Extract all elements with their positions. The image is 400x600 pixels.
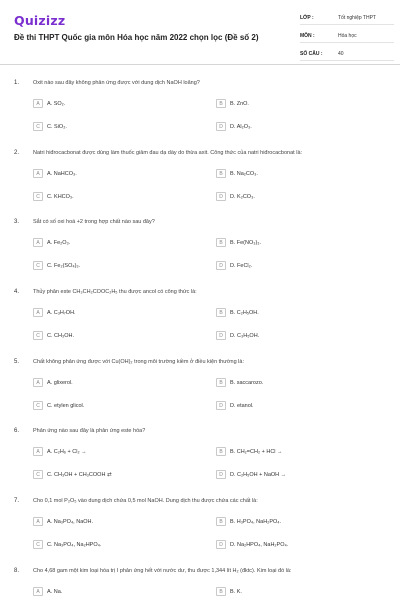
option-letter: D <box>216 470 226 479</box>
option-text: C. Na₃PO₄, Na₂HPO₄. <box>47 541 102 548</box>
option-letter: A <box>33 99 43 108</box>
meta-label: SỐ CÂU : <box>300 51 323 57</box>
option-letter: D <box>216 261 226 270</box>
question-number: 2. <box>14 150 20 156</box>
option-text: B. saccarozo. <box>230 379 264 386</box>
option-letter: B <box>216 238 226 247</box>
question-text: Natri hiđrocacbonat được dùng làm thuốc giảm đau dạ dày do thừa axit. Công thức của natri hiđrocacbonat là: <box>33 150 303 156</box>
option-d[interactable] <box>216 260 252 271</box>
option-text: B. K. <box>230 588 242 595</box>
option-letter: A <box>33 169 43 178</box>
question-number: 8. <box>14 568 20 574</box>
option-text: A. SO₂. <box>47 100 66 107</box>
option-letter: C <box>33 192 43 201</box>
option-letter: B <box>216 378 226 387</box>
option-text: B. Na₂CO₃. <box>230 170 258 177</box>
option-d[interactable] <box>216 539 288 550</box>
option-letter: B <box>216 517 226 526</box>
option-letter: B <box>216 169 226 178</box>
option-a[interactable] <box>33 586 62 597</box>
option-text: D. K₂CO₃. <box>230 193 255 200</box>
option-a[interactable] <box>33 307 76 318</box>
option-letter: A <box>33 447 43 456</box>
question-text: Phản ứng nào sau đây là phản ứng este hóa? <box>33 428 146 434</box>
option-d[interactable] <box>216 330 259 341</box>
option-a[interactable] <box>33 516 93 527</box>
option-letter: B <box>216 308 226 317</box>
option-c[interactable] <box>33 260 80 271</box>
quizizz-logo: Quizizz <box>14 13 66 28</box>
option-c[interactable] <box>33 539 101 550</box>
meta-value: Tốt nghiệp THPT <box>338 15 376 21</box>
option-b[interactable] <box>216 98 249 109</box>
option-letter: C <box>33 540 43 549</box>
option-text: A. Fe₂O₃. <box>47 239 71 246</box>
option-c[interactable] <box>33 191 74 202</box>
option-text: A. glixerol. <box>47 379 73 386</box>
option-letter: D <box>216 401 226 410</box>
option-b[interactable] <box>216 377 263 388</box>
option-text: D. Na₂HPO₄, NaH₂PO₄. <box>230 541 289 548</box>
option-text: C. etylen glicol. <box>47 402 85 409</box>
meta-panel <box>300 12 394 66</box>
option-text: C. CH₃OH. <box>47 332 74 339</box>
meta-row-count <box>300 48 394 61</box>
question-text: Cho 4,68 gam một kim loại hóa trị I phản ứng hết với nước dư, thu được 1,344 lít H₂ (đktc). Kim loại đó là: <box>33 568 292 574</box>
option-text: D. etanol. <box>230 402 254 409</box>
option-text: A. Na. <box>47 588 63 595</box>
option-letter: C <box>33 331 43 340</box>
option-letter: C <box>33 470 43 479</box>
option-a[interactable] <box>33 237 70 248</box>
option-c[interactable] <box>33 330 74 341</box>
option-a[interactable] <box>33 98 65 109</box>
option-letter: D <box>216 540 226 549</box>
option-letter: B <box>216 587 226 596</box>
question-number: 7. <box>14 498 20 504</box>
question-number: 5. <box>14 359 20 365</box>
option-c[interactable] <box>33 400 84 411</box>
option-letter: B <box>216 99 226 108</box>
option-text: B. C₂H₅OH. <box>230 309 259 316</box>
meta-value: 40 <box>338 51 344 57</box>
option-letter: C <box>33 122 43 131</box>
option-letter: A <box>33 378 43 387</box>
meta-label: LỚP : <box>300 15 314 21</box>
option-a[interactable] <box>33 377 73 388</box>
option-text: D. C₃H₅OH. <box>230 332 260 339</box>
option-text: B. Fe(NO₃)₃. <box>230 239 262 246</box>
option-a[interactable] <box>33 168 77 179</box>
question-text: Oxit nào sau đây không phản ứng được với dung dịch NaOH loãng? <box>33 80 200 86</box>
option-text: B. ZnO. <box>230 100 249 107</box>
option-text: B. CH₂=CH₂ + HCl → <box>230 448 283 455</box>
meta-row-class <box>300 12 394 25</box>
question-number: 3. <box>14 219 20 225</box>
meta-label: MÔN : <box>300 33 315 39</box>
question-text: Cho 0,1 mol P₂O₅ vào dung dịch chứa 0,5 mol NaOH. Dung dịch thu được chứa các chất là: <box>33 498 258 504</box>
option-text: C. KHCO₃. <box>47 193 74 200</box>
option-text: A. Na₃PO₄, NaOH. <box>47 518 94 525</box>
option-c[interactable] <box>33 121 67 132</box>
option-text: A. C₃H₇OH. <box>47 309 76 316</box>
option-text: D. Al₂O₃. <box>230 123 252 130</box>
option-letter: A <box>33 308 43 317</box>
option-text: B. H₃PO₄, NaH₂PO₄. <box>230 518 282 525</box>
option-letter: B <box>216 447 226 456</box>
question-number: 6. <box>14 428 20 434</box>
option-d[interactable] <box>216 191 255 202</box>
option-letter: A <box>33 517 43 526</box>
meta-value: Hóa học <box>338 33 357 39</box>
option-b[interactable] <box>216 516 281 527</box>
question-text: Thủy phân este CH₃CH₂COOC₂H₅ thu được ancol có công thức là: <box>33 289 197 295</box>
option-b[interactable] <box>216 307 259 318</box>
option-a[interactable] <box>33 446 87 457</box>
option-d[interactable] <box>216 469 286 480</box>
option-text: C. Fe₂(SO₄)₃. <box>47 262 81 269</box>
option-b[interactable] <box>216 586 242 597</box>
option-b[interactable] <box>216 446 283 457</box>
option-b[interactable] <box>216 237 261 248</box>
question-text: Chất không phản ứng được với Cu(OH)₂ trong môi trường kiềm ở điều kiện thường là: <box>33 359 244 365</box>
option-letter: D <box>216 192 226 201</box>
option-c[interactable] <box>33 469 112 480</box>
question-text: Sắt có số oxi hoá +2 trong hợp chất nào sau đây? <box>33 219 155 225</box>
option-letter: C <box>33 401 43 410</box>
option-d[interactable] <box>216 121 252 132</box>
header-divider <box>0 64 400 65</box>
option-letter: D <box>216 122 226 131</box>
option-letter: A <box>33 587 43 596</box>
option-letter: D <box>216 331 226 340</box>
option-text: A. C₂H₆ + Cl₂ → <box>47 448 87 455</box>
option-letter: C <box>33 261 43 270</box>
option-text: C. SiO₂. <box>47 123 67 130</box>
option-d[interactable] <box>216 400 254 411</box>
option-b[interactable] <box>216 168 258 179</box>
option-text: D. FeCl₂. <box>230 262 253 269</box>
page-title: Đề thi THPT Quốc gia môn Hóa học năm 2022 chọn lọc (Đề số 2) <box>14 33 259 42</box>
option-text: C. CH₃OH + CH₃COOH ⇄ <box>47 471 112 478</box>
option-letter: A <box>33 238 43 247</box>
meta-row-subject <box>300 30 394 43</box>
option-text: D. C₂H₅OH + NaOH → <box>230 471 287 478</box>
question-number: 4. <box>14 289 20 295</box>
question-number: 1. <box>14 80 20 86</box>
option-text: A. NaHCO₃. <box>47 170 77 177</box>
